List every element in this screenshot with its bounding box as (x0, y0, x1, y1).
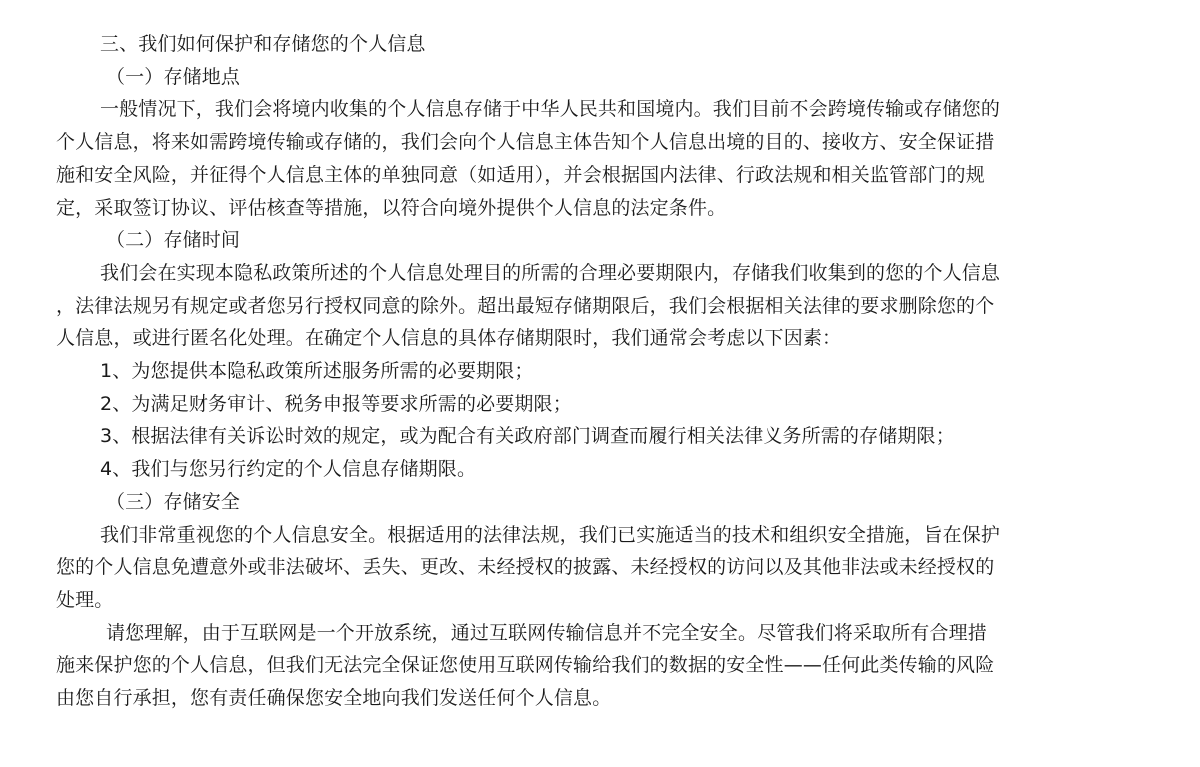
paragraph-line: 处理。 (56, 588, 114, 611)
paragraph-line: 请您理解，由于互联网是一个开放系统，通过互联网传输信息并不完全安全。尽管我们将采取所有合理措 (106, 621, 987, 644)
paragraph-line: 定，采取签订协议、评估核查等措施，以符合向境外提供个人信息的法定条件。 (56, 196, 727, 219)
subsection-heading-security: （三）存储安全 (106, 490, 241, 513)
paragraph-line: 我们会在实现本隐私政策所述的个人信息处理目的所需的合理必要期限内，存储我们收集到的您的个人信息 (100, 261, 1001, 284)
list-item: 3、根据法律有关诉讼时效的规定，或为配合有关政府部门调查而履行相关法律义务所需的存储期限； (100, 425, 955, 448)
paragraph-line: 施来保护您的个人信息，但我们无法完全保证您使用互联网传输给我们的数据的安全性——任何此类传输的风险 (56, 654, 995, 677)
list-item: 1、为您提供本隐私政策所述服务所需的必要期限； (100, 360, 534, 383)
list-item: 2、为满足财务审计、税务申报等要求所需的必要期限； (100, 392, 572, 415)
section-title: 三、我们如何保护和存储您的个人信息 (100, 33, 426, 55)
paragraph-line: 您的个人信息免遭意外或非法破坏、丢失、更改、未经授权的披露、未经授权的访问以及其他非法或未经授权的 (56, 556, 995, 579)
subsection-heading-location: （一）存储地点 (106, 65, 241, 88)
paragraph-line: 我们非常重视您的个人信息安全。根据适用的法律法规，我们已实施适当的技术和组织安全措施，旨在保护 (100, 523, 1001, 546)
list-item: 4、我们与您另行约定的个人信息存储期限。 (100, 458, 477, 481)
subsection-heading-duration: （二）存储时间 (106, 229, 241, 252)
paragraph-line: 人信息，或进行匿名化处理。在确定个人信息的具体存储期限时，我们通常会考虑以下因素： (56, 327, 842, 350)
paragraph-line: 施和安全风险，并征得个人信息主体的单独同意（如适用），并会根据国内法律、行政法规和相关监管部门的规 (56, 163, 985, 186)
paragraph-line: 一般情况下，我们会将境内收集的个人信息存储于中华人民共和国境内。我们目前不会跨境传输或存储您的 (100, 98, 1001, 121)
paragraph-line: ，法律法规另有规定或者您另行授权同意的除外。超出最短存储期限后，我们会根据相关法律的要求删除您的个 (56, 294, 995, 317)
paragraph-line: 由您自行承担，您有责任确保您安全地向我们发送任何个人信息。 (56, 687, 612, 710)
paragraph-line: 个人信息，将来如需跨境传输或存储的，我们会向个人信息主体告知个人信息出境的目的、接收方、安全保证措 (56, 131, 995, 154)
